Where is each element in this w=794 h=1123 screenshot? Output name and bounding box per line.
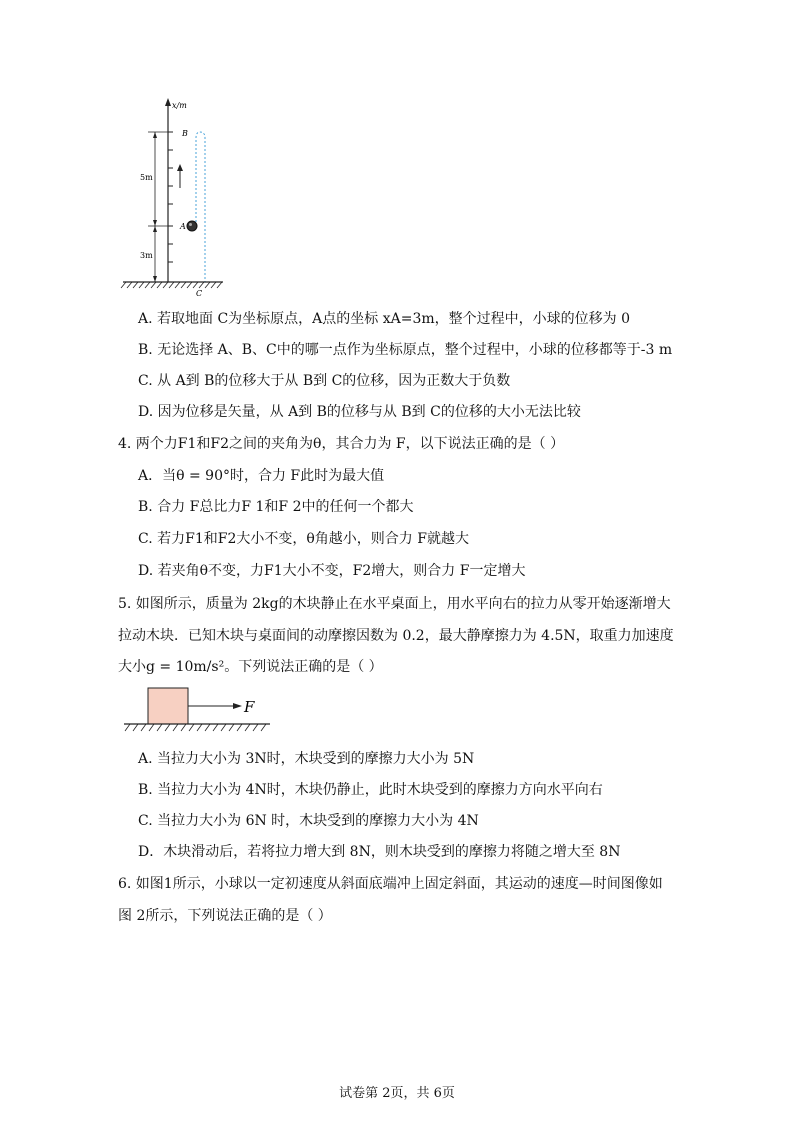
force-label: F	[244, 698, 255, 716]
q4-option-a: A．当θ = 90°时，合力 F此时为最大值	[138, 468, 385, 484]
displacement-figure	[118, 96, 268, 301]
label-5m: 5m	[140, 173, 153, 182]
q4-option-c: C. 若力F1和F2大小不变，θ角越小，则合力 F就越大	[138, 531, 469, 547]
force-arrow-icon	[233, 703, 242, 709]
block-force-figure	[120, 684, 280, 736]
q5-option-d: D．木块滑动后，若将拉力增大到 8N，则木块受到的摩擦力将随之增大至 8N	[138, 844, 621, 860]
label-3m: 3m	[140, 251, 153, 260]
page-footer: 试卷第 2页，共 6页	[339, 1086, 455, 1101]
label-a: A	[180, 222, 186, 231]
label-c: C	[196, 289, 203, 298]
q3-option-d: D. 因为位移是矢量，从 A到 B的位移与从 B到 C的位移的大小无法比较	[138, 404, 581, 420]
q5-option-a: A. 当拉力大小为 3N时，木块受到的摩擦力大小为 5N	[138, 751, 475, 767]
q5-stem-line-2: 拉动木块．已知木块与桌面间的动摩擦因数为 0.2，最大静摩擦力为 4.5N，取重力加速度	[118, 628, 674, 644]
q6-stem-line-2: 图 2所示，下列说法正确的是（ ）	[118, 908, 332, 924]
q5-stem-line-1: 5. 如图所示，质量为 2kg的木块静止在水平桌面上，用水平向右的拉力从零开始逐渐增大	[118, 596, 671, 612]
wooden-block	[148, 688, 188, 724]
q3-option-c: C. 从 A到 B的位移大于从 B到 C的位移，因为正数大于负数	[138, 373, 511, 389]
q3-option-b: B. 无论选择 A、B、C中的哪一点作为坐标原点，整个过程中，小球的位移都等于-3 m	[138, 342, 673, 358]
q4-option-b: B. 合力 F总比力F 1和F 2中的任何一个都大	[138, 499, 414, 515]
q4-option-d: D. 若夹角θ不变，力F1大小不变，F2增大，则合力 F一定增大	[138, 563, 526, 579]
q5-option-c: C. 当拉力大小为 6N 时，木块受到的摩擦力大小为 4N	[138, 813, 479, 829]
q5-stem-line-3: 大小g = 10m/s²。下列说法正确的是（ ）	[118, 659, 383, 675]
q3-option-a: A. 若取地面 C为坐标原点，A点的坐标 xA=3m，整个过程中，小球的位移为 0	[138, 311, 631, 327]
q5-option-b: B. 当拉力大小为 4N时，木块仍静止，此时木块受到的摩擦力方向水平向右	[138, 782, 603, 798]
label-b: B	[182, 129, 188, 138]
axis-label: x/m	[172, 101, 187, 110]
ball-icon	[187, 221, 197, 231]
q6-stem-line-1: 6. 如图1所示，小球以一定初速度从斜面底端冲上固定斜面，其运动的速度—时间图像如	[118, 876, 663, 892]
q4-stem: 4. 两个力F1和F2之间的夹角为θ，其合力为 F，以下说法正确的是（ ）	[118, 436, 565, 452]
